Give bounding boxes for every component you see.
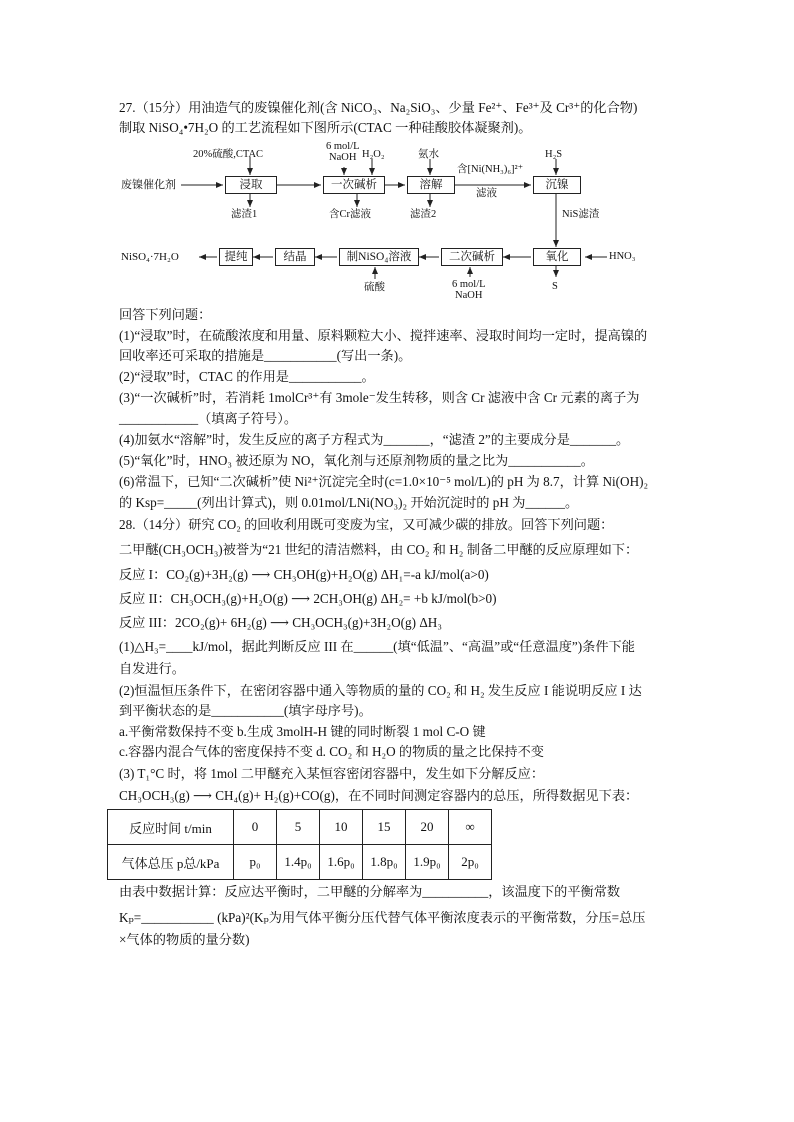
pressure-cell: 1.6p₀ [320,845,363,880]
pressure-cell: 1.9p₀ [406,845,449,880]
time-cell: ∞ [449,810,492,845]
q27-6a: (6)常温下，已知“二次碱析”使 Ni²⁺沉淀完全时(c=1.0×10⁻⁵ mol/L)的 pH 为 8.7，计算 Ni(OH)₂ [119,474,649,489]
reagent-alkali1-naoh: NaOH [329,152,357,163]
q27-ask: 回答下列问题： [119,307,212,322]
q28-dme: 二甲醚(CH₃OCH₃)被誉为“21 世纪的清洁燃料，由 CO₂ 和 H₂ 制备二甲醚的反应原理如下： [119,542,639,557]
reagent-h2s: H₂S [545,149,563,160]
box-alkali1: 一次碱析 [323,176,385,194]
q27-1a: (1)“浸取”时，在硫酸浓度和用量、原料颗粒大小、搅拌速率、浸取时间均一定时，提高镍的 [119,328,648,343]
reagent-alkali1-conc: 6 mol/L [326,141,360,152]
output-s: S [552,281,558,292]
reagent-ammonia: 氨水 [418,149,439,160]
q28-2b: 到平衡状态的是___________(填字母序号)。 [119,703,372,718]
input-material: 废镍催化剂 [121,179,176,191]
table-row [108,845,492,880]
pressure-table [107,809,492,880]
residue1: 滤渣1 [231,209,258,220]
table-head-time: 反应时间 t/min [108,810,234,845]
nis-residue: NiS滤渣 [562,209,600,220]
time-cell: 0 [234,810,277,845]
q28-2a: (2)恒温恒压条件下，在密闭容器中通入等物质的量的 CO₂ 和 H₂ 发生反应 I 能说明反应 I 达 [119,683,642,698]
reagent-alkali2-naoh: NaOH [455,290,483,301]
reagent-leach: 20%硫酸,CTAC [193,149,264,160]
table-head-pressure: 气体总压 p总/kPa [108,845,234,880]
time-cell: 15 [363,810,406,845]
q27-intro-line1: 27.（15分）用油造气的废镍催化剂(含 NiCO₃、Na₂SiO₃、少量 Fe²⁺、Fe³⁺及 Cr³⁺的化合物) [119,100,638,115]
reagent-h2o2: H₂O₂ [362,149,385,160]
q27-4: (4)加氨水“溶解”时，发生反应的离子方程式为_______，“滤渣 2”的主要成分是_______。 [119,432,630,447]
box-precip: 沉镍 [533,176,581,194]
q28-reaction1: 反应 I：CO₂(g)+3H₂(g) ⟶ CH₃OH(g)+H₂O(g) ΔH₁=-a kJ/mol(a>0) [119,567,489,582]
filtrate-label: 滤液 [476,188,497,199]
q28-3c: 由表中数据计算：反应达平衡时，二甲醚的分解率为__________，该温度下的平衡常数 [119,884,621,899]
q27-2: (2)“浸取”时，CTAC 的作用是___________。 [119,369,375,384]
q28-3a: (3) T₁°C 时，将 1mol 二甲醚充入某恒容密闭容器中，发生如下分解反应： [119,766,545,781]
q27-3b: ____________（填离子符号）。 [119,411,298,426]
q28-1b: 自发进行。 [119,661,185,676]
time-cell: 20 [406,810,449,845]
product: NiSO₄·7H₂O [121,251,179,263]
q28-2c: a.平衡常数保持不变 b.生成 3molH-H 键的同时断裂 1 mol C-O 键 [119,724,486,739]
q28-3e: ×气体的物质的量分数) [119,932,250,947]
cr-filtrate: 含Cr滤液 [329,209,371,220]
box-make-solution: 制NiSO₄溶液 [339,248,419,266]
box-alkali2: 二次碱析 [441,248,503,266]
box-dissolve: 溶解 [407,176,455,194]
reagent-alkali2-conc: 6 mol/L [452,279,486,290]
q27-intro-line2: 制取 NiSO₄•7H₂O 的工艺流程如下图所示(CTAC 一种硅酸胶体凝聚剂)。 [119,120,532,135]
box-leach: 浸取 [225,176,277,194]
time-cell: 5 [277,810,320,845]
residue2: 滤渣2 [410,209,437,220]
pressure-cell: 1.4p₀ [277,845,320,880]
table-row [108,810,492,845]
q28-1a: (1)△H₃=____kJ/mol，据此判断反应 III 在______(填“低温”、“高温”或“任意温度”)条件下能 [119,639,635,654]
flowchart-arrows [119,141,679,301]
q27-6b: 的 Ksp=_____(列出计算式)，则 0.01mol/LNi(NO₃)₂ 开始沉淀时的 pH 为______。 [119,495,579,510]
box-crystal: 结晶 [275,248,315,266]
process-flowchart [119,141,679,301]
time-cell: 10 [320,810,363,845]
reagent-sulfuric: 硫酸 [364,282,385,293]
pressure-cell: 1.8p₀ [363,845,406,880]
box-purify: 提纯 [219,248,253,266]
q28-3b: CH₃OCH₃(g) ⟶ CH₄(g)+ H₂(g)+CO(g)，在不同时间测定容器内的总压，所得数据见下表： [119,788,639,803]
pressure-cell: 2p₀ [449,845,492,880]
filtrate-complex-label: 含[Ni(NH₃)₆]²⁺ [457,164,524,175]
q28-intro: 28.（14分）研究 CO₂ 的回收利用既可变废为宝，又可减少碳的排放。回答下列问题： [119,517,614,532]
q28-reaction2: 反应 II：CH₃OCH₃(g)+H₂O(g) ⟶ 2CH₃OH(g) ΔH₂= +b kJ/mol(b>0) [119,591,497,606]
q27-1b: 回收率还可采取的措施是___________(写出一条)。 [119,348,412,363]
q28-3d: Kₚ=___________ (kPa)²(Kₚ为用气体平衡分压代替气体平衡浓度表示的平衡常数，分压=总压 [119,910,646,925]
q28-2d: c.容器内混合气体的密度保持不变 d. CO₂ 和 H₂O 的物质的量之比保持不变 [119,744,544,759]
reagent-hno3: HNO₃ [609,251,636,262]
q28-reaction3: 反应 III：2CO₂(g)+ 6H₂(g) ⟶ CH₃OCH₃(g)+3H₂O(g) ΔH₃ [119,615,442,630]
pressure-cell: p₀ [234,845,277,880]
q27-3a: (3)“一次碱析”时，若消耗 1molCr³⁺有 3mole⁻发生转移，则含 Cr 滤液中含 Cr 元素的离子为 [119,390,640,405]
q27-5: (5)“氧化”时，HNO₃ 被还原为 NO，氧化剂与还原剂物质的量之比为___________。 [119,453,594,468]
box-oxidize: 氧化 [533,248,581,266]
